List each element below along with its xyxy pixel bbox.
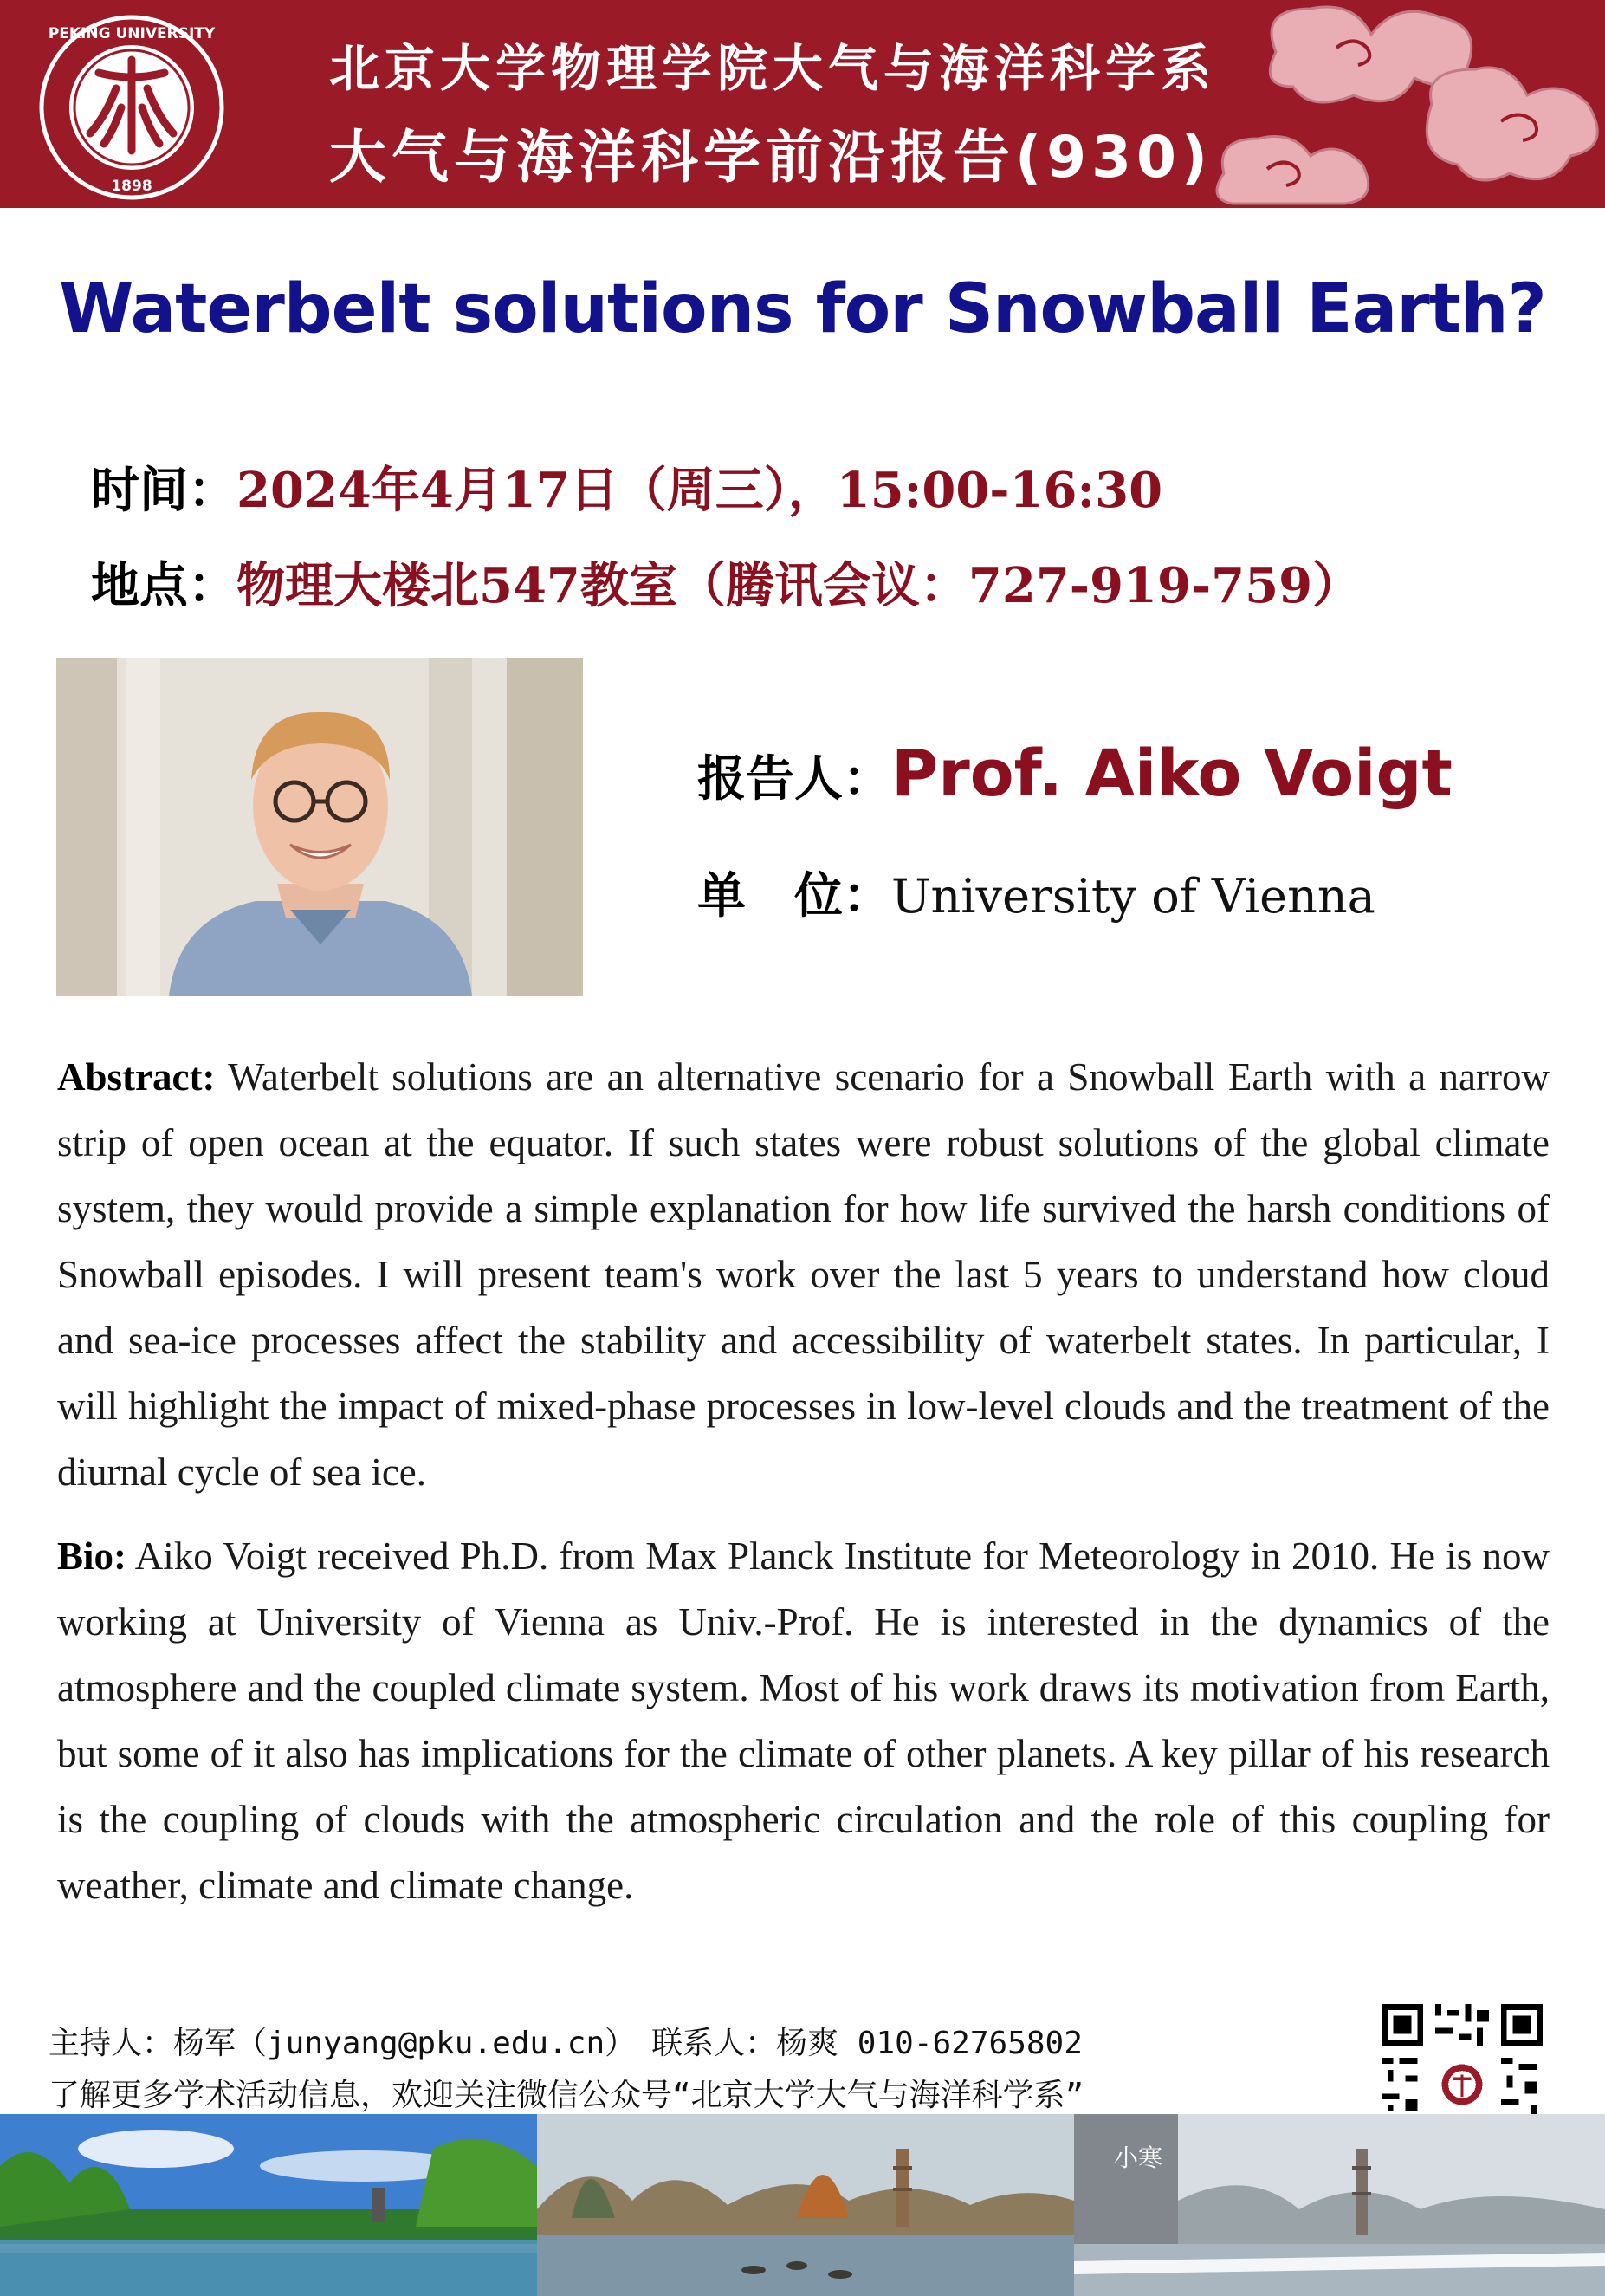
- time-label: 时间：: [91, 463, 236, 519]
- abstract-text: Waterbelt solutions are an alternative scenario for a Snowball Earth with a narrow strip of open ocean at the equator. If such states were robust solutions of the global climate system, they would provide a simple explanation for how life survived the harsh conditions of Snowball episodes. I will present team's work over the last 5 years to understand how cloud and sea-ice processes affect the stability and accessibility of waterbelt states. In particular, I will highlight the impact of mixed-phase processes in low-level clouds and the treatment of the diurnal cycle of sea ice.: [57, 1055, 1550, 1494]
- logo-year: 1898: [111, 178, 152, 195]
- place-label: 地点：: [91, 558, 236, 614]
- time-value: 2024年4月17日（周三），15:00-16:30: [236, 462, 1163, 519]
- host-contact-line: 主持人：杨军（junyang@pku.edu.cn） 联系人：杨爽 010-62765802: [49, 2026, 1083, 2061]
- talk-title: Waterbelt solutions for Snowball Earth?: [59, 270, 1546, 348]
- bio-label: Bio:: [57, 1534, 127, 1578]
- affiliation-row: [697, 858, 1375, 927]
- seminar-series: 大气与海洋科学前沿报告(930): [329, 124, 1213, 191]
- speaker-row: [697, 736, 1453, 811]
- time-row: [91, 452, 1162, 522]
- place-row: [91, 548, 1361, 617]
- header-band: [0, 0, 1605, 208]
- peking-university-logo: [36, 12, 227, 203]
- speaker-label: 报告人：: [697, 751, 891, 807]
- affiliation-value: University of Vienna: [891, 869, 1375, 924]
- auspicious-cloud-decoration: [1207, 0, 1605, 208]
- season-tag: 小寒: [1114, 2144, 1163, 2172]
- affiliation-label: 单 位：: [697, 868, 891, 924]
- wechat-follow-line: 了解更多学术活动信息，欢迎关注微信公众号“北京大学大气与海洋科学系”: [49, 2078, 1084, 2113]
- speaker-photo: [56, 658, 583, 996]
- bio-paragraph: [57, 1523, 1550, 1918]
- place-value: 物理大楼北547教室（腾讯会议：727-919-759）: [236, 557, 1362, 614]
- bio-text: Aiko Voigt received Ph.D. from Max Planck Institute for Meteorology in 2010. He is now working at University of Vienna as Univ.-Prof. He is interested in the dynamics of the atmosphere and the coupled climate system. Most of his work draws its motivation from Earth, but some of it also has implications for the climate of other planets. A key pillar of his research is the coupling of clouds with the atmospheric circulation and the role of this coupling for weather, climate and climate change.: [57, 1534, 1550, 1907]
- abstract-paragraph: [57, 1044, 1550, 1505]
- logo-text: PEKING UNIVERSITY: [48, 25, 216, 42]
- campus-photo-summer: [0, 2114, 537, 2296]
- campus-photo-autumn: [537, 2114, 1074, 2296]
- abstract-label: Abstract:: [57, 1055, 216, 1099]
- speaker-name: Prof. Aiko Voigt: [891, 736, 1453, 811]
- department-name: 北京大学物理学院大气与海洋科学系: [329, 39, 1217, 98]
